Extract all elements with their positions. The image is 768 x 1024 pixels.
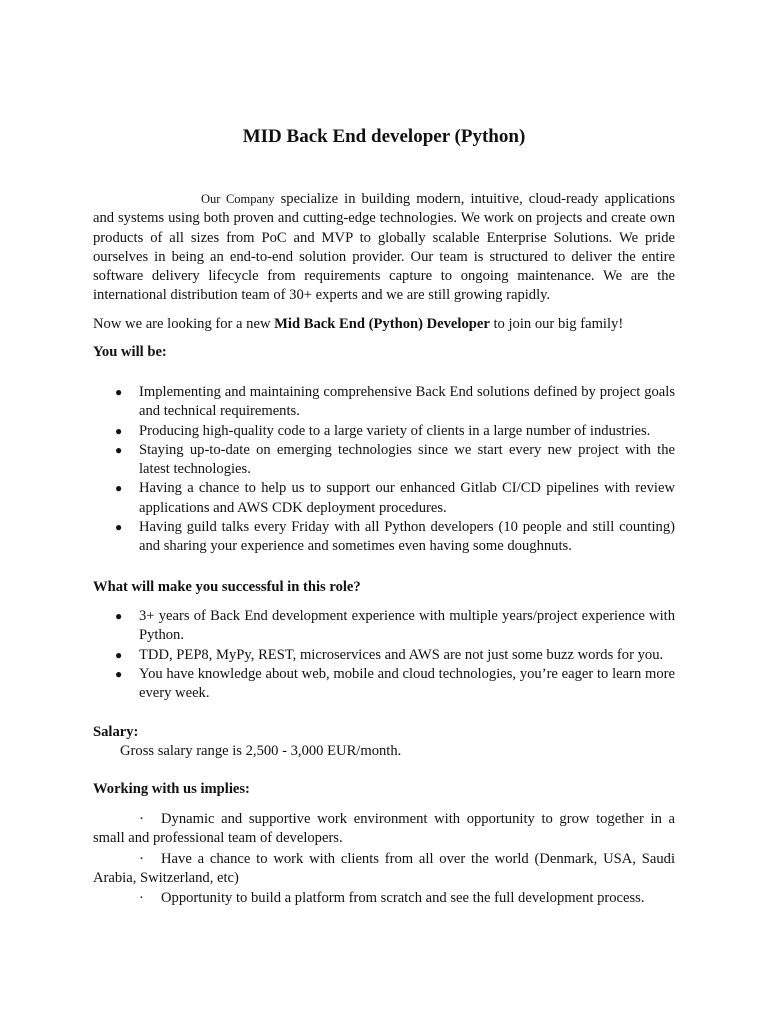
bullet-icon: ● [115, 520, 123, 535]
working-heading: Working with us implies: [93, 781, 250, 797]
role-part-b: Python [373, 316, 419, 332]
list-item: ● 3+ years of Back End development experience with multiple years/project experience with Python. [115, 608, 675, 644]
role-part-c: ) Developer [418, 316, 490, 332]
bullet-icon: ● [115, 481, 123, 496]
intro-text: specialize in building modern, intuitive, cloud-ready applications and systems using both proven and cutting-edge technologies. We work on projects and create own products of all sizes from PoC and MVP to globally scalable Enterprise Solutions. We pride ourselves in being an end-to-end solution provider. Our team is structured to deliver the entire software delivery lifecycle from requirements capture to ongoing maintenance. We are the international distribution team of 30+ experts and we are still growing rapidly. [93, 191, 675, 304]
bullet-icon: ● [115, 647, 123, 662]
list-item: ● Producing high-quality code to a large variety of clients in a large number of industries. [93, 422, 675, 441]
bullet-icon: ● [115, 423, 123, 438]
company-name: Our Company [201, 192, 275, 206]
intro-paragraph [93, 190, 675, 306]
bullet-dot-icon: · [139, 811, 144, 827]
list-item: ● Implementing and maintaining comprehensive Back End solutions defined by project goals and technical requirements. [115, 384, 675, 420]
list-item: · Have a chance to work with clients from all over the world (Denmark, USA, Saudi Arabia, Switzerland, etc) [93, 851, 675, 887]
successful-list [93, 607, 675, 703]
bullet-icon: ● [115, 609, 123, 623]
list-item: ● TDD, PEP8, MyPy, REST, microservices and AWS are not just some buzz words for you. [93, 646, 675, 665]
bullet-icon: ● [115, 385, 123, 399]
role-part-a: Mid Back End ( [274, 316, 374, 332]
list-item: · Opportunity to build a platform from scratch and see the full development process. [93, 889, 675, 908]
document-title: MID Back End developer (Python) [242, 126, 526, 147]
list-item: ● Staying up-to-date on emerging technologies since we start every new project with the latest technologies. [115, 441, 675, 478]
bullet-icon: ● [115, 442, 123, 457]
list-item: ● Having a chance to help us to support our enhanced Gitlab CI/CD pipelines with review applications and AWS CDK deployment procedures. [115, 480, 675, 516]
you-will-be-list [93, 383, 675, 557]
bullet-icon: ● [115, 666, 123, 681]
bullet-dot-icon: · [139, 851, 144, 867]
salary-text: Gross salary range is 2,500 - 3,000 EUR/month. [120, 743, 402, 759]
list-item: ● Having guild talks every Friday with all Python developers (10 people and still counting) and sharing your experience and sometimes even having some doughnuts. [115, 519, 675, 555]
looking-paragraph [93, 315, 675, 334]
bullet-dot-icon: · [139, 890, 144, 906]
list-item: · Dynamic and supportive work environment with opportunity to grow together in a small and professional team of developers. [93, 811, 675, 847]
looking-suffix: to join our big family! [489, 316, 624, 332]
list-item: ● You have knowledge about web, mobile and cloud technologies, you’re eager to learn more every week. [115, 665, 675, 702]
successful-heading: What will make you successful in this role? [93, 579, 361, 595]
salary-heading: Salary: [93, 724, 139, 740]
looking-prefix: Now we are looking for a new [93, 316, 275, 332]
you-will-be-heading: You will be: [93, 344, 167, 360]
